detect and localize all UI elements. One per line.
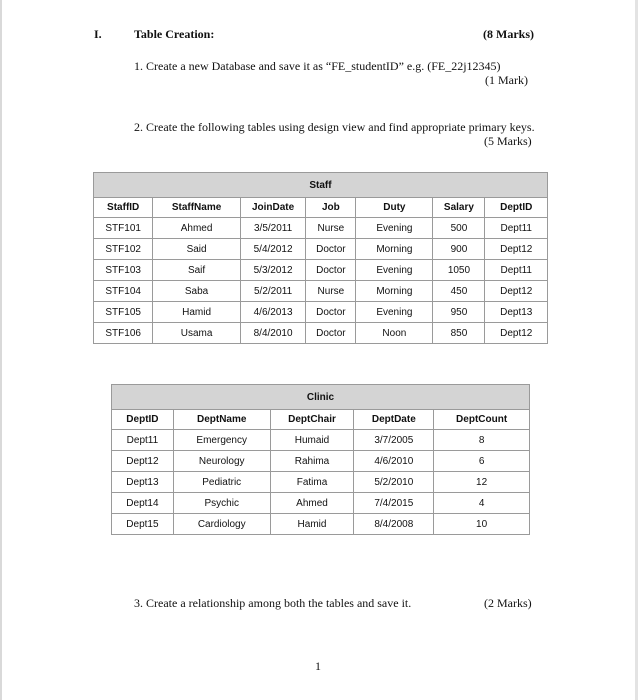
table-cell: Doctor xyxy=(306,302,356,323)
table-cell: 5/2/2011 xyxy=(240,281,306,302)
staff-header-cell: Salary xyxy=(433,198,485,218)
table-cell: Doctor xyxy=(306,323,356,344)
table-cell: 8 xyxy=(434,430,530,451)
table-cell: 450 xyxy=(433,281,485,302)
section-title: Table Creation: xyxy=(134,27,215,41)
table-cell: Dept12 xyxy=(485,323,548,344)
staff-table-caption: Staff xyxy=(94,173,548,198)
table-row xyxy=(94,302,548,323)
staff-header-cell: Job xyxy=(306,198,356,218)
table-cell: Dept13 xyxy=(112,472,174,493)
clinic-header-cell: DeptName xyxy=(173,410,270,430)
table-cell: Emergency xyxy=(173,430,270,451)
table-row xyxy=(112,430,530,451)
table-cell: 5/4/2012 xyxy=(240,239,306,260)
table-cell: Humaid xyxy=(270,430,354,451)
staff-table-header-row xyxy=(94,198,548,218)
table-cell: Rahima xyxy=(270,451,354,472)
question-3-marks: (2 Marks) xyxy=(484,596,532,610)
table-cell: Ahmed xyxy=(270,493,354,514)
table-cell: 5/3/2012 xyxy=(240,260,306,281)
question-1-text: 1. Create a new Database and save it as “FE_studentID” e.g. (FE_22j12345) xyxy=(134,59,501,73)
table-cell: STF104 xyxy=(94,281,153,302)
table-cell: 500 xyxy=(433,218,485,239)
table-cell: Hamid xyxy=(270,514,354,535)
clinic-table xyxy=(111,384,530,535)
table-cell: Dept12 xyxy=(112,451,174,472)
table-cell: Dept11 xyxy=(112,430,174,451)
table-cell: Evening xyxy=(356,302,433,323)
clinic-header-cell: DeptID xyxy=(112,410,174,430)
table-cell: Said xyxy=(153,239,240,260)
table-cell: STF105 xyxy=(94,302,153,323)
table-cell: Dept13 xyxy=(485,302,548,323)
table-cell: STF102 xyxy=(94,239,153,260)
table-cell: Morning xyxy=(356,239,433,260)
clinic-header-cell: DeptChair xyxy=(270,410,354,430)
table-cell: Dept11 xyxy=(485,218,548,239)
staff-header-cell: Duty xyxy=(356,198,433,218)
table-cell: 900 xyxy=(433,239,485,260)
table-cell: 5/2/2010 xyxy=(354,472,434,493)
table-cell: Cardiology xyxy=(173,514,270,535)
table-cell: 6 xyxy=(434,451,530,472)
question-1-marks: (1 Mark) xyxy=(485,73,528,87)
staff-header-cell: StaffID xyxy=(94,198,153,218)
table-cell: Dept12 xyxy=(485,281,548,302)
table-cell: 3/5/2011 xyxy=(240,218,306,239)
table-cell: 8/4/2008 xyxy=(354,514,434,535)
table-row xyxy=(94,323,548,344)
table-cell: Neurology xyxy=(173,451,270,472)
table-cell: Nurse xyxy=(306,281,356,302)
table-cell: Evening xyxy=(356,218,433,239)
table-cell: 1050 xyxy=(433,260,485,281)
table-cell: Saif xyxy=(153,260,240,281)
table-row xyxy=(94,260,548,281)
table-row xyxy=(112,493,530,514)
clinic-header-cell: DeptCount xyxy=(434,410,530,430)
table-row xyxy=(94,281,548,302)
clinic-table-caption: Clinic xyxy=(112,385,530,410)
question-3-text: 3. Create a relationship among both the tables and save it. xyxy=(134,596,412,610)
table-cell: Dept11 xyxy=(485,260,548,281)
table-cell: STF106 xyxy=(94,323,153,344)
table-cell: 4 xyxy=(434,493,530,514)
question-2-text: 2. Create the following tables using design view and find appropriate primary keys. xyxy=(134,120,535,134)
staff-header-cell: StaffName xyxy=(153,198,240,218)
table-cell: Psychic xyxy=(173,493,270,514)
question-2-marks: (5 Marks) xyxy=(484,134,532,148)
page-edge-left xyxy=(0,0,2,700)
clinic-table-caption-row xyxy=(112,385,530,410)
table-cell: 10 xyxy=(434,514,530,535)
table-cell: 850 xyxy=(433,323,485,344)
table-cell: Fatima xyxy=(270,472,354,493)
table-cell: Dept14 xyxy=(112,493,174,514)
table-cell: 950 xyxy=(433,302,485,323)
clinic-header-cell: DeptDate xyxy=(354,410,434,430)
table-cell: 7/4/2015 xyxy=(354,493,434,514)
table-cell: 3/7/2005 xyxy=(354,430,434,451)
staff-table xyxy=(93,172,548,344)
table-cell: STF101 xyxy=(94,218,153,239)
table-cell: Morning xyxy=(356,281,433,302)
table-cell: Ahmed xyxy=(153,218,240,239)
table-cell: 12 xyxy=(434,472,530,493)
table-cell: Doctor xyxy=(306,260,356,281)
table-cell: Noon xyxy=(356,323,433,344)
page-number: 1 xyxy=(315,659,321,673)
table-row xyxy=(94,239,548,260)
table-cell: Dept12 xyxy=(485,239,548,260)
table-row xyxy=(112,514,530,535)
table-cell: 4/6/2013 xyxy=(240,302,306,323)
staff-table-caption-row xyxy=(94,173,548,198)
table-cell: Usama xyxy=(153,323,240,344)
table-cell: Doctor xyxy=(306,239,356,260)
table-cell: Dept15 xyxy=(112,514,174,535)
table-cell: Evening xyxy=(356,260,433,281)
section-marks: (8 Marks) xyxy=(483,27,534,41)
table-cell: Nurse xyxy=(306,218,356,239)
table-cell: Saba xyxy=(153,281,240,302)
staff-header-cell: JoinDate xyxy=(240,198,306,218)
table-cell: Hamid xyxy=(153,302,240,323)
staff-header-cell: DeptID xyxy=(485,198,548,218)
table-row xyxy=(94,218,548,239)
table-cell: 8/4/2010 xyxy=(240,323,306,344)
table-row xyxy=(112,472,530,493)
section-number: I. xyxy=(94,27,102,41)
table-cell: Pediatric xyxy=(173,472,270,493)
table-cell: 4/6/2010 xyxy=(354,451,434,472)
table-cell: STF103 xyxy=(94,260,153,281)
table-row xyxy=(112,451,530,472)
clinic-table-header-row xyxy=(112,410,530,430)
